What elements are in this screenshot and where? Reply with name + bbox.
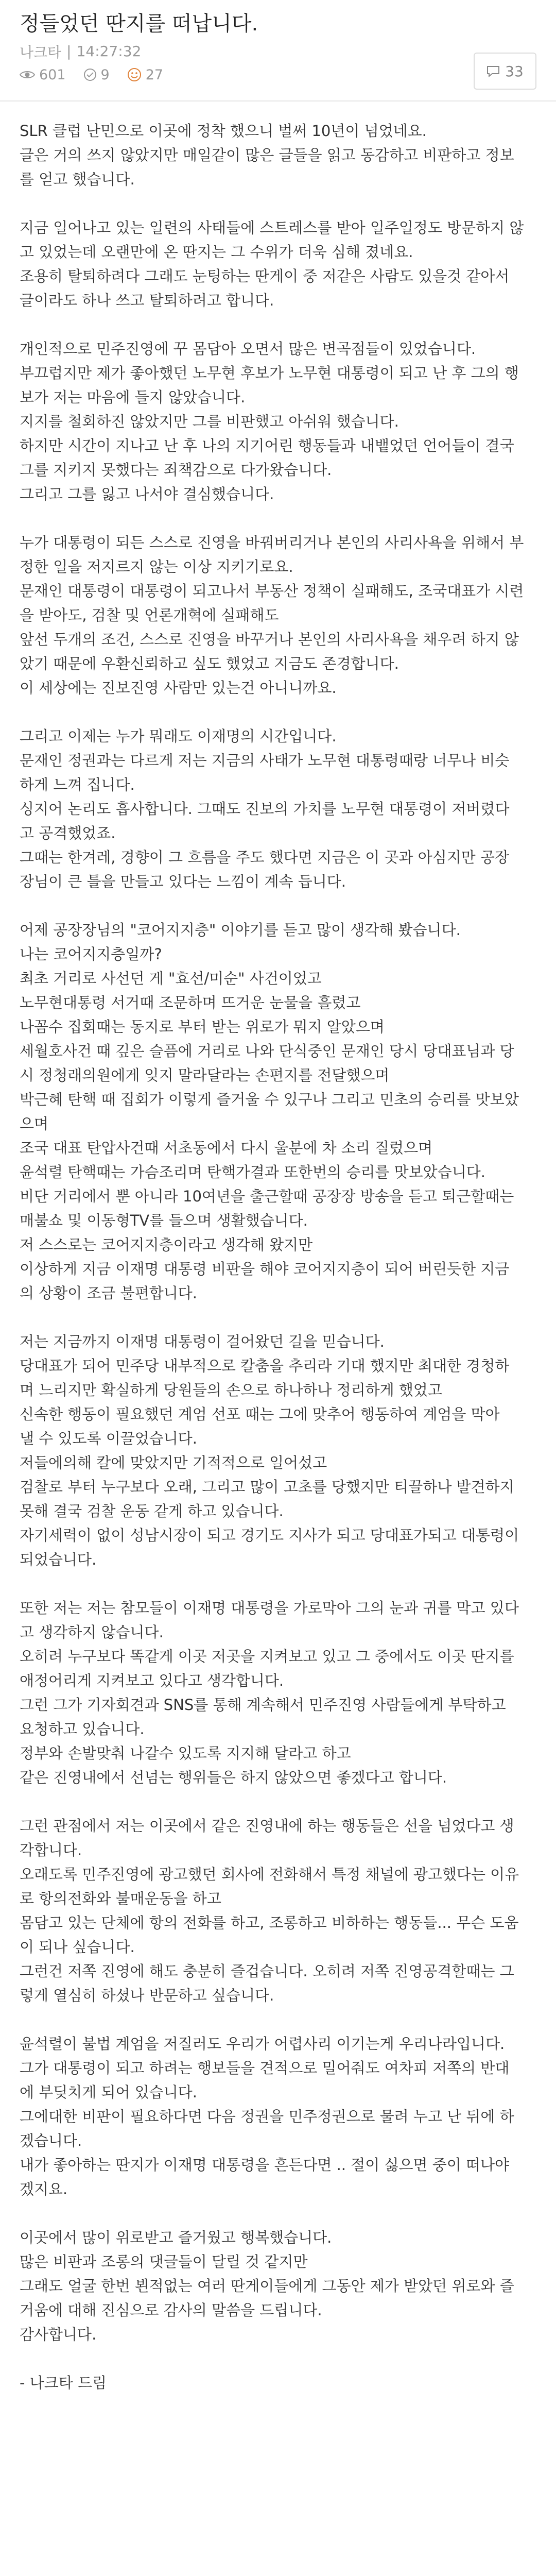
body-line: 나는 코어지지층일까? (20, 945, 162, 963)
body-line: 저는 지금까지 이재명 대통령이 걸어왔던 길을 믿습니다. (20, 1333, 385, 1350)
body-line: 지금 일어나고 있는 일련의 사태들에 스트레스를 받아 일주일정도 방문하지 않 (20, 219, 524, 236)
body-line: 오히려 누구보다 똑같게 이곳 저곳을 지켜보고 있고 그 중에서도 이곳 딴지를 (20, 1648, 514, 1665)
body-line: 누가 대통령이 되든 스스로 진영을 바꿔버리거나 본인의 사리사욕을 위해서 부 (20, 534, 524, 551)
body-paragraph (20, 337, 536, 506)
body-line: 노무현대통령 서거때 조문하며 뜨거운 눈물을 흘렸고 (20, 994, 361, 1011)
body-line: 를 얻고 했습니다. (20, 171, 135, 188)
body-line: 지지를 철회하진 않았지만 그를 비판했고 아쉬워 했습니다. (20, 413, 399, 430)
body-line: 되었습니다. (20, 1551, 97, 1568)
body-line: 이 되나 싶습니다. (20, 1938, 135, 1956)
body-paragraph (20, 119, 536, 192)
body-line: 또한 저는 저는 참모들이 이재명 대통령을 가로막아 그의 눈과 귀를 막고 있다 (20, 1599, 519, 1617)
post-title: 정들었던 딴지를 떠납니다. (20, 12, 258, 36)
author-name[interactable]: 나크타 (20, 43, 62, 61)
body-line: 저들에의해 칼에 맞았지만 기적적으로 일어섰고 (20, 1454, 327, 1471)
body-line: 개인적으로 민주진영에 꾸 몸담아 오면서 많은 변곡점들이 있었습니다. (20, 340, 476, 358)
body-line: 저 스스로는 코어지지층이라고 생각해 왔지만 (20, 1236, 313, 1253)
body-paragraph (20, 2226, 536, 2347)
body-line: 글은 거의 쓰지 않았지만 매일같이 많은 글들을 읽고 동감하고 비판하고 정보 (20, 146, 514, 164)
views-stat (20, 67, 66, 83)
body-line: 앞선 두개의 조건, 스스로 진영을 바꾸거나 본인의 사리사욕을 채우려 하지 않 (20, 631, 519, 648)
views-count: 601 (39, 66, 66, 83)
body-line: 각합니다. (20, 1841, 82, 1859)
body-line: 그리고 이제는 누가 뭐래도 이재명의 시간입니다. (20, 727, 337, 745)
body-line: 조용히 탈퇴하려다 그래도 눈팅하는 딴게이 중 저같은 사람도 있을것 같아서 (20, 267, 510, 285)
body-line: 매불쇼 및 이동형TV를 들으며 생활했습니다. (20, 1212, 308, 1229)
body-paragraph (20, 1330, 536, 1572)
recommend-icon (83, 68, 97, 81)
body-line: 이 세상에는 진보진영 사람만 있는건 아니니까요. (20, 679, 337, 697)
body-line: 같은 진영내에서 선넘는 행위들은 하지 않았으면 좋겠다고 합니다. (20, 1769, 447, 1786)
body-line: 정부와 손발맞춰 나갈수 있도록 지지해 달라고 하고 (20, 1744, 351, 1762)
body-line: 낼 수 있도록 이끌었습니다. (20, 1430, 198, 1447)
body-paragraph (20, 531, 536, 700)
body-line: 신속한 행동이 필요했던 계엄 선포 때는 그에 맞추어 행동하여 계엄을 막아 (20, 1405, 500, 1423)
body-line: 그래도 얼굴 한번 뵌적없는 여러 딴게이들에게 그동안 제가 받았던 위로와 즐 (20, 2277, 514, 2295)
body-line: 윤석렬 탄핵때는 가슴조리며 탄핵가결과 또한번의 승리를 맛보았습니다. (20, 1163, 485, 1181)
recommends-count: 9 (100, 66, 110, 83)
body-paragraph (20, 918, 536, 1306)
body-line: 거움에 대해 진심으로 감사의 말씀을 드립니다. (20, 2301, 322, 2319)
body-line: SLR 클럽 난민으로 이곳에 정착 했으니 벌써 10년이 넘었네요. (20, 122, 427, 140)
eye-icon (20, 69, 35, 80)
body-line: 그리고 그를 잃고 나서야 결심했습니다. (20, 485, 274, 503)
body-line: 비단 거리에서 뿐 아니라 10여년을 출근할때 공장장 방송을 듣고 퇴근할때는 (20, 1188, 514, 1205)
body-line: 렇게 열심히 하셨나 반문하고 싶습니다. (20, 1987, 274, 2004)
body-line: 자기세력이 없이 성남시장이 되고 경기도 지사가 되고 당대표가되고 대통령이 (20, 1527, 519, 1544)
body-line: 나꼼수 집회때는 동지로 부터 받는 위로가 뭐지 알았으며 (20, 1018, 385, 1036)
body-line: 로 항의전화와 불매운동을 하고 (20, 1890, 221, 1907)
body-line: 최초 거리로 사선던 게 "효선/미순" 사건이었고 (20, 970, 322, 987)
post-time: 14:27:32 (76, 43, 142, 60)
post-meta (20, 43, 536, 83)
body-line: 며 느리지만 확실하게 당원들의 손으로 하나하나 정리하게 했었고 (20, 1381, 442, 1399)
like-icon (127, 67, 142, 82)
body-line: 그때는 한겨레, 경향이 그 흐름을 주도 했다면 지금은 이 곳과 아심지만 공장 (20, 849, 510, 866)
body-line: 내가 좋아하는 딴지가 이재명 대통령을 흔든다면 .. 절이 싫으면 중이 떠나야 (20, 2156, 510, 2174)
body-line: 겠습니다. (20, 2132, 82, 2149)
body-line: 조국 대표 탄압사건때 서초동에서 다시 울분에 차 소리 질렀으며 (20, 1139, 433, 1157)
body-line: 을 받아도, 검찰 및 언론개혁에 실패해도 (20, 606, 279, 624)
body-line: 부끄럽지만 제가 좋아했던 노무현 후보가 노무현 대통령이 되고 난 후 그의 행 (20, 364, 519, 382)
body-line: 싱지어 논리도 흡사합니다. 그때도 진보의 가치를 노무현 대통령이 저버렸다 (20, 800, 510, 818)
body-line: 에 부딪치게 되어 있습니다. (20, 2083, 198, 2101)
comments-button[interactable] (474, 53, 536, 90)
body-line: 문재인 정권과는 다르게 저는 지금의 사태가 노무현 대통령때랑 너무나 비슷 (20, 752, 510, 769)
body-line: 고 공격했었죠. (20, 824, 116, 842)
meta-separator: | (66, 43, 72, 60)
body-line: 이상하게 지금 이재명 대통령 비판을 해야 코어지지층이 되어 버린듯한 지금 (20, 1260, 510, 1278)
body-line: 정한 일을 저지르지 않는 이상 지키기로요. (20, 558, 293, 575)
body-paragraph (20, 2032, 536, 2201)
body-line: 의 상황이 조금 불편합니다. (20, 1284, 198, 1302)
body-line: 그가 대통령이 되고 하려는 행보들을 견적으로 밀어줘도 여차피 저쪽의 반대 (20, 2059, 510, 2077)
body-line: 요청하고 있습니다. (20, 1720, 145, 1738)
body-line: 이곳에서 많이 위로받고 즐거웠고 행복했습니다. (20, 2229, 332, 2246)
body-line: 많은 비판과 조롱의 댓글들이 달릴 것 같지만 (20, 2253, 308, 2270)
body-line: 세월호사건 때 깊은 슬픔에 거리로 나와 단식중인 문재인 당시 당대표님과 당 (20, 1042, 514, 1060)
body-line: 고 있었는데 오랜만에 온 딴지는 그 수위가 더욱 심해 졌네요. (20, 243, 413, 261)
body-line: 글이라도 하나 쓰고 탈퇴하려고 합니다. (20, 292, 274, 309)
body-line: 검찰로 부터 누구보다 오래, 그리고 많이 고초를 당했지만 티끌하나 발견하지 (20, 1478, 514, 1496)
body-line: 았기 때문에 우환신뢰하고 싶도 했었고 지금도 존경합니다. (20, 655, 399, 672)
post-signature: - 나크타 드림 (20, 2374, 107, 2392)
body-line: 겠지요. (20, 2180, 68, 2198)
body-line: 시 정청래의원에게 잊지 말라달라는 손편지를 전달했으며 (20, 1066, 390, 1084)
body-line: 하지만 시간이 지나고 난 후 나의 지기어린 행동들과 내뱉었던 언어들이 결국 (20, 437, 514, 454)
body-line: 박근혜 탄핵 때 집회가 이렇게 즐거울 수 있구나 그리고 민초의 승리를 맛보았 (20, 1091, 519, 1108)
body-line: 그에대한 비판이 필요하다면 다음 정권을 민주정권으로 물려 누고 난 뒤에 하 (20, 2108, 514, 2125)
author-line (20, 41, 181, 62)
body-line: 보가 저는 마음에 들지 않았습니다. (20, 388, 246, 406)
body-line: 하게 느껴 집니다. (20, 776, 135, 793)
body-line: 문재인 대통령이 대통령이 되고나서 부동산 정책이 실패해도, 조국대표가 시련 (20, 582, 524, 600)
recommends-stat (83, 67, 110, 83)
comment-count: 33 (505, 62, 524, 80)
body-line: 윤석렬이 불법 계엄을 저질러도 우리가 어렵사리 이기는게 우리나라입니다. (20, 2035, 505, 2053)
body-line: 애정어리게 지켜보고 있다고 생각합니다. (20, 1672, 284, 1689)
body-paragraph (20, 724, 536, 894)
body-line: 그런 그가 기자회견과 SNS를 통해 계속해서 민주진영 사람들에게 부탁하고 (20, 1696, 506, 1714)
body-line: 그를 지키지 못했다는 죄책감으로 다가왔습니다. (20, 461, 332, 479)
body-line: 당대표가 되어 민주당 내부적으로 칼춤을 추리라 기대 했지만 최대한 경청하 (20, 1357, 510, 1375)
body-line: 감사합니다. (20, 2326, 97, 2343)
likes-stat (127, 67, 163, 83)
likes-count: 27 (145, 66, 164, 83)
body-line: 그런건 저쪽 진영에 해도 충분히 즐겁습니다. 오히려 저쪽 진영공격할때는 그 (20, 1962, 514, 1980)
post-stats (20, 67, 181, 83)
body-line: 고 생각하지 않습니다. (20, 1623, 164, 1641)
body-line: 어제 공장장님의 "코어지지층" 이야기를 듣고 많이 생각해 봤습니다. (20, 921, 461, 939)
body-paragraph (20, 1596, 536, 1790)
body-line: 으며 (20, 1115, 49, 1132)
body-line: 오래도록 민주진영에 광고했던 회사에 전화해서 특정 채널에 광고했다는 이유 (20, 1866, 519, 1883)
body-line: 못해 결국 검찰 운동 같게 하고 있습니다. (20, 1502, 284, 1520)
body-paragraph (20, 1814, 536, 2008)
comment-icon (486, 65, 500, 77)
post-body (0, 101, 556, 2395)
body-line: 그런 관점에서 저는 이곳에서 같은 진영내에 하는 행동들은 선을 넘었다고 생 (20, 1817, 514, 1835)
body-paragraph (20, 216, 536, 313)
body-line: 몸담고 있는 단체에 항의 전화를 하고, 조롱하고 비하하는 행동들... 무슨 도움 (20, 1914, 519, 1931)
post-header (0, 0, 556, 100)
body-line: 장님이 큰 틀을 만들고 있다는 느낌이 계속 듭니다. (20, 873, 346, 890)
